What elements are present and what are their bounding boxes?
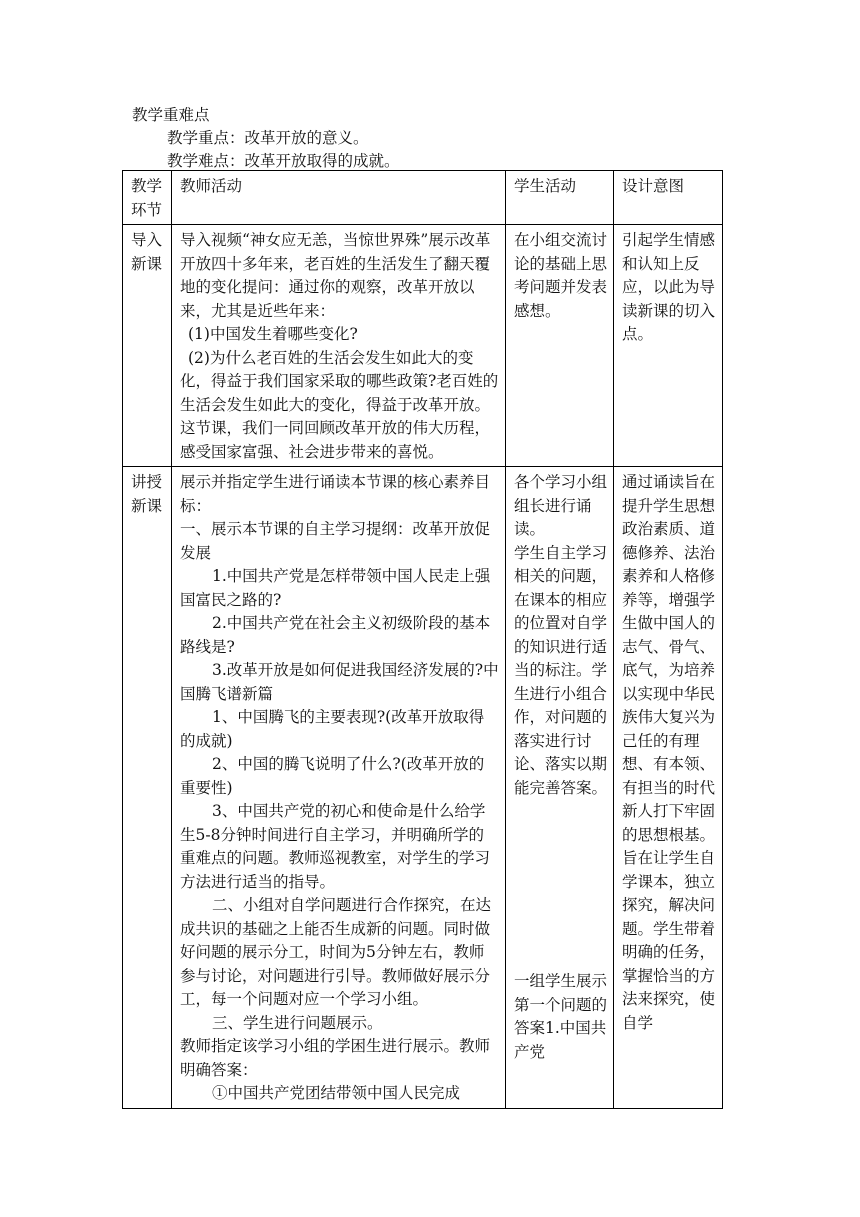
intent-cell (614, 225, 723, 467)
teacher-text: (2)为什么老百姓的生活会发生如此大的变化，得益于我们国家采取的哪些政策?老百姓的生活会发生如此大的变化，得益于改革开放。这节课，我们一同回顾改革开放的伟大历程，感受国家富强、社会进步带来的喜悦。 (180, 348, 499, 461)
teacher-cell (172, 225, 506, 467)
teacher-text: 3.改革开放是如何促进我国经济发展的?中国腾飞谱新篇 (180, 661, 499, 703)
teacher-text: 二、小组对自学问题进行合作探究，在达成共识的基础之上能否生成新的问题。同时做好问题的展示分工，时间为5分钟左右，教师参与讨论，对问题进行引导。教师做好展示分工，每一个问题对应一个学习小组。 (180, 896, 492, 1008)
lesson-plan-table (122, 170, 723, 1109)
student-text: 在小组交流讨论的基础上思考问题并发表感想。 (514, 231, 608, 320)
teacher-text: 三、学生进行问题展示。 (212, 1013, 383, 1032)
teacher-text: 2.中国共产党在社会主义初级阶段的基本路线是? (180, 614, 491, 656)
teacher-text: 一、展示本节课的自主学习提纲：改革开放促发展 (180, 520, 491, 562)
table-row (123, 225, 723, 467)
student-text: 各个学习小组组长进行诵读。 (514, 473, 608, 538)
header-teacher: 教师活动 (172, 171, 506, 225)
student-cell (506, 225, 614, 467)
intent-text: 旨在让学生自学课本，独立探究，解决问题。学生带着明确的任务，掌握恰当的方法来探究，使自学 (622, 849, 716, 1032)
teacher-text: (1)中国发生着哪些变化? (188, 325, 358, 343)
stage-cell: 导入新课 (123, 225, 172, 467)
header-intent: 设计意图 (614, 171, 723, 225)
header-stage: 教学环节 (123, 171, 172, 225)
intent-text: 通过诵读旨在提升学生思想政治素质、道德修养、法治素养和人格修养等，增强学生做中国人的志气、骨气、底气，为培养以实现中华民族伟大复兴为己任的有理想、有本领、有担当的时代新人打下牢固的思想根基。 (622, 473, 716, 844)
teacher-text: 教师指定该学习小组的学困生进行展示。教师明确答案： (180, 1037, 491, 1079)
intent-text: 引起学生情感和认知上反应，以此为导读新课的切入点。 (622, 231, 716, 343)
table-row (123, 467, 723, 1109)
student-text: 学生自主学习相关的问题，在课本的相应的位置对自学的知识进行适当的标注。学生进行小组合作，对问题的落实进行讨论、落实以期能完善答案。 (514, 543, 608, 797)
teacher-text: 3、中国共产党的初心和使命是什么给学生5-8分钟时间进行自主学习，并明确所学的重难点的问题。教师巡视教室，对学生的学习方法进行适当的指导。 (180, 802, 491, 891)
intent-cell (614, 467, 723, 1109)
difficult-point: 教学难点：改革开放取得的成就。 (167, 152, 400, 170)
stage-cell: 讲授新课 (123, 467, 172, 1109)
student-cell (506, 467, 614, 1109)
teacher-text: 展示并指定学生进行诵读本节课的核心素养目标： (180, 473, 491, 515)
teacher-cell (172, 467, 506, 1109)
teacher-text: ①中国共产党团结带领中国人民完成 (212, 1084, 461, 1102)
teacher-text: 导入视频“神女应无恙，当惊世界殊”展示改革开放四十多年来，老百姓的生活发生了翻天覆地的变化提问：通过你的观察，改革开放以来，尤其是近些年来： (180, 231, 491, 320)
teacher-text: 1.中国共产党是怎样带领中国人民走上强国富民之路的? (180, 567, 491, 609)
table-header-row (123, 171, 723, 225)
key-point: 教学重点：改革开放的意义。 (167, 129, 369, 147)
student-text: 一组学生展示第一个问题的答案1.中国共产党 (514, 972, 608, 1061)
teacher-text: 2、中国的腾飞说明了什么?(改革开放的重要性) (180, 755, 485, 797)
teacher-text: 1、中国腾飞的主要表现?(改革开放取得的成就) (180, 708, 485, 750)
header-student: 学生活动 (506, 171, 614, 225)
section-heading: 教学重难点 (132, 106, 210, 124)
